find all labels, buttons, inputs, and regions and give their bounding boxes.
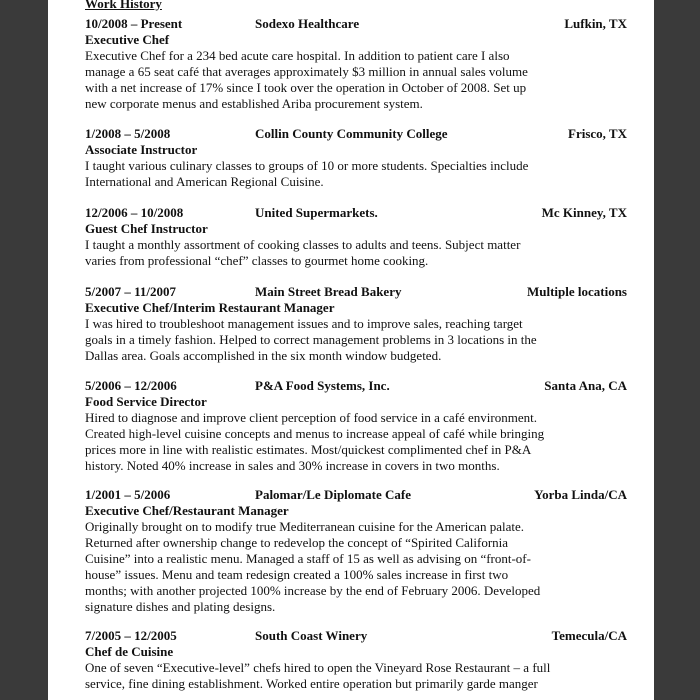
job-role: Executive Chef/Interim Restaurant Manager <box>85 300 335 315</box>
job-company: Collin County Community College <box>255 126 448 141</box>
job-dates: 12/2006 – 10/2008 <box>85 205 184 220</box>
description-line: house” issues. Menu and team redesign created a 100% sales increase in first two <box>85 567 509 582</box>
description-line: signature dishes and plating designs. <box>85 599 276 614</box>
description-line: Created high-level cuisine concepts and menus to increase appeal of café while bringing <box>85 426 545 441</box>
job-dates: 10/2008 – Present <box>85 16 183 31</box>
job-description <box>85 48 627 112</box>
job-entry <box>85 284 627 364</box>
description-line: I taught a monthly assortment of cooking classes to adults and teens. Subject matter <box>85 237 521 252</box>
job-description <box>85 410 627 474</box>
description-line: service, fine dining establishment. Worked entire operation but primarily garde manger <box>85 676 538 691</box>
job-location: Frisco, TX <box>568 126 627 141</box>
job-company: Sodexo Healthcare <box>255 16 360 31</box>
job-role: Guest Chef Instructor <box>85 221 208 236</box>
job-role: Food Service Director <box>85 394 207 409</box>
description-line: Hired to diagnose and improve client perception of food service in a café environment. <box>85 410 537 425</box>
job-location: Lufkin, TX <box>564 16 627 31</box>
job-location: Mc Kinney, TX <box>541 205 627 220</box>
description-line: with a net increase of 17% since I took over the operation in October of 2008. Set up <box>85 80 527 95</box>
job-location: Yorba Linda/CA <box>534 487 627 502</box>
resume-page <box>48 0 654 700</box>
description-line: goals in a timely fashion. Helped to correct management problems in 3 locations in the <box>85 332 537 347</box>
job-description <box>85 519 627 615</box>
description-line: International and American Regional Cuisine. <box>85 174 324 189</box>
job-location: Multiple locations <box>526 284 627 299</box>
job-description <box>85 660 627 692</box>
description-line: manage a 65 seat café that averages approximately $3 million in annual sales volume <box>85 64 528 79</box>
job-description <box>85 316 627 364</box>
job-company: Palomar/Le Diplomate Cafe <box>255 487 411 502</box>
job-dates: 5/2006 – 12/2006 <box>85 378 177 393</box>
job-role: Chef de Cuisine <box>85 644 174 659</box>
description-line: prices more in line with realistic estimates. Most/quickest complimented chef in P&A <box>85 442 532 457</box>
description-line: Cuisine” into a realistic menu. Managed a staff of 15 as well as advising on “front-of- <box>85 551 531 566</box>
description-line: I taught various culinary classes to groups of 10 or more students. Specialties include <box>85 158 529 173</box>
description-line: new corporate menus and established Ariba procurement system. <box>85 96 423 111</box>
job-description <box>85 158 627 190</box>
job-role: Executive Chef/Restaurant Manager <box>85 503 289 518</box>
description-line: Originally brought on to modify true Mediterranean cuisine for the American palate. <box>85 519 524 534</box>
description-line: I was hired to troubleshoot management issues and to improve sales, reaching target <box>85 316 523 331</box>
description-line: Dallas area. Goals accomplished in the six month window budgeted. <box>85 348 442 363</box>
job-dates: 7/2005 – 12/2005 <box>85 628 177 643</box>
job-company: Main Street Bread Bakery <box>255 284 402 299</box>
job-dates: 1/2008 – 5/2008 <box>85 126 171 141</box>
description-line: history. Noted 40% increase in sales and 30% increase in covers in two months. <box>85 458 500 473</box>
job-entry <box>85 126 627 190</box>
description-line: months; with another projected 100% increase by the end of February 2006. Developed <box>85 583 541 598</box>
job-entry <box>85 378 627 474</box>
description-line: Executive Chef for a 234 bed acute care hospital. In addition to patient care I also <box>85 48 510 63</box>
job-company: United Supermarkets. <box>255 205 378 220</box>
job-entry <box>85 16 627 112</box>
job-entry <box>85 628 627 692</box>
description-line: varies from professional “chef” classes to gourmet home cooking. <box>85 253 429 268</box>
job-dates: 1/2001 – 5/2006 <box>85 487 171 502</box>
section-title: Work History <box>85 0 162 11</box>
job-entry <box>85 205 627 269</box>
description-line: One of seven “Executive-level” chefs hired to open the Vineyard Rose Restaurant – a full <box>85 660 551 675</box>
description-line: Returned after ownership change to redevelop the concept of “Spirited California <box>85 535 509 550</box>
job-description <box>85 237 627 269</box>
job-dates: 5/2007 – 11/2007 <box>85 284 177 299</box>
job-company: P&A Food Systems, Inc. <box>255 378 390 393</box>
job-location: Santa Ana, CA <box>544 378 627 393</box>
job-role: Associate Instructor <box>85 142 198 157</box>
job-company: South Coast Winery <box>255 628 368 643</box>
job-entry <box>85 487 627 615</box>
job-role: Executive Chef <box>85 32 170 47</box>
job-location: Temecula/CA <box>551 628 627 643</box>
